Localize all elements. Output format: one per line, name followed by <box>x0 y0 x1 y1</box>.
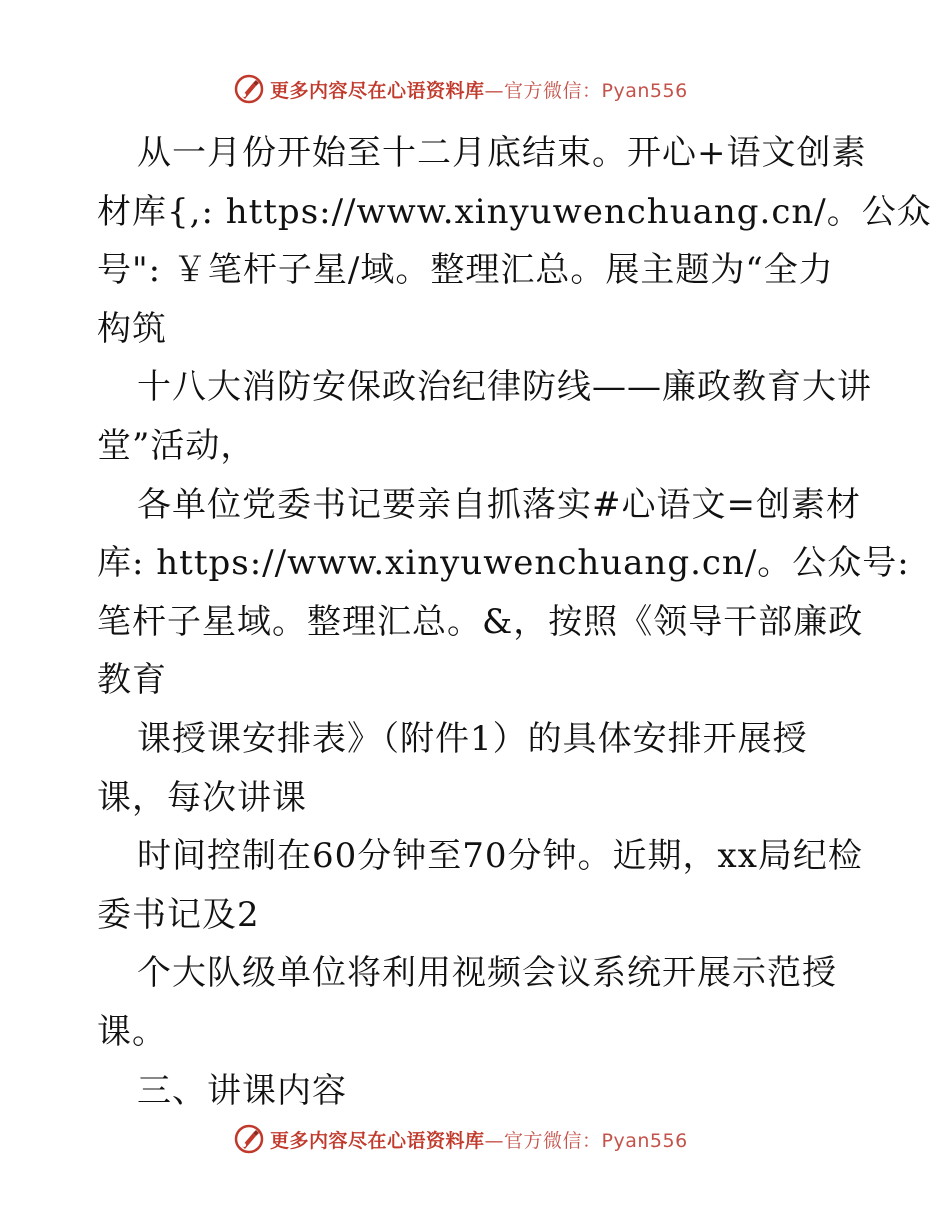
banner-sub-text: —官方微信：Pyan556 <box>484 79 688 102</box>
banner-sub-text: —官方微信：Pyan556 <box>484 1129 688 1152</box>
banner-main-text: 更多内容尽在心语资料库 <box>270 79 485 102</box>
text-line: 笔杆子星域。整理汇总。&，按照《领导干部廉政 <box>97 601 864 642</box>
text-line: 委书记及2 <box>97 894 260 935</box>
text-line: 材库{,: https://www.xinyuwenchuang.cn/。公众 <box>97 191 932 232</box>
text-line: 教育 <box>97 660 167 701</box>
text-line: 时间控制在60分钟至70分钟。近期，xx局纪检 <box>137 836 863 877</box>
pen-logo-icon <box>234 74 264 104</box>
document-body <box>97 124 932 1120</box>
text-line: 各单位党委书记要亲自抓落实#心语文=创素材 <box>137 484 861 525</box>
text-line: 堂”活动， <box>97 425 256 466</box>
text-line: 课。 <box>97 1011 167 1052</box>
text-line: 构筑 <box>97 308 167 349</box>
header-watermark-banner <box>234 72 714 106</box>
text-line: 课，每次讲课 <box>97 777 307 818</box>
text-line: 十八大消防安保政治纪律防线——廉政教育大讲 <box>137 367 872 408</box>
text-line: 从一月份开始至十二月底结束。开心+语文创素 <box>137 133 867 173</box>
text-line: 库: https://www.xinyuwenchuang.cn/。公众号: <box>97 543 910 584</box>
text-line: 个大队级单位将利用视频会议系统开展示范授 <box>137 953 837 994</box>
text-line: 号": ￥笔杆子星/域。整理汇总。展主题为“全力 <box>97 250 834 291</box>
pen-logo-icon <box>234 1124 264 1154</box>
footer-watermark-banner <box>234 1122 714 1156</box>
text-line: 课授课安排表》（附件1）的具体安排开展授 <box>137 718 808 759</box>
banner-main-text: 更多内容尽在心语资料库 <box>270 1129 485 1152</box>
section-heading: 三、讲课内容 <box>137 1070 347 1111</box>
